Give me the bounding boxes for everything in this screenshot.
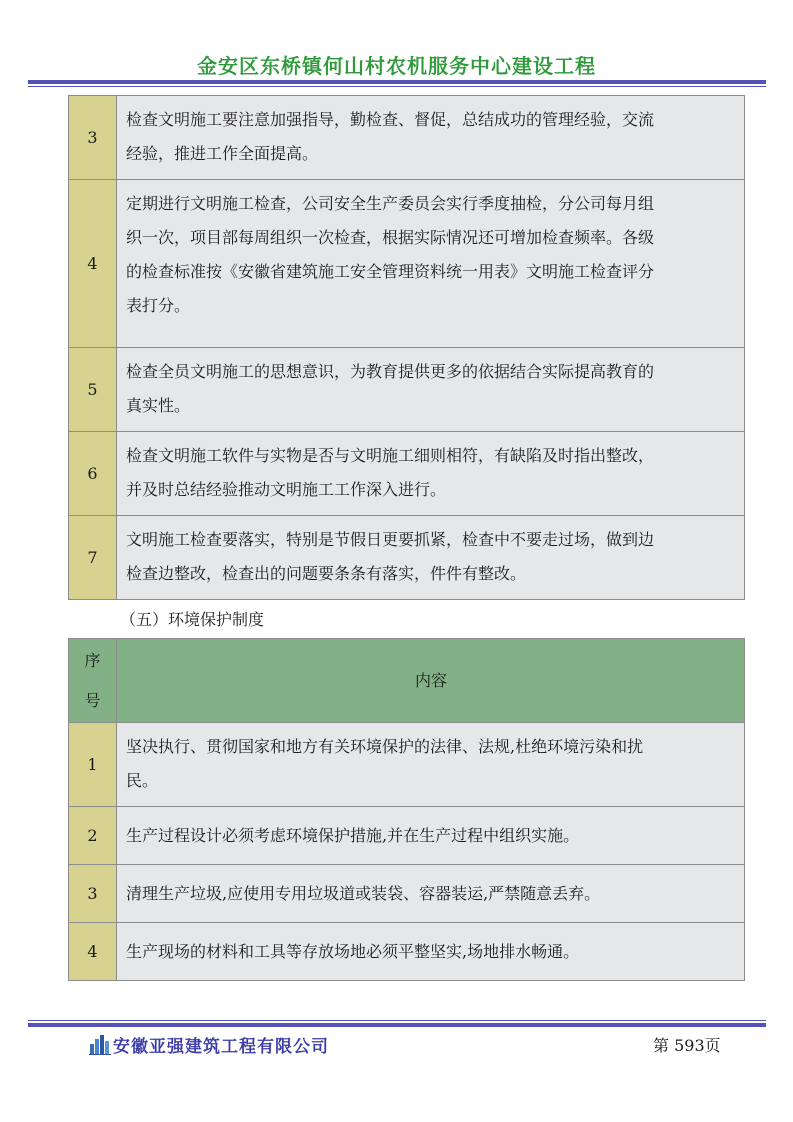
content-line: 文明施工检查要落实，特别是节假日更要抓紧，检查中不要走过场，做到边 [126, 530, 655, 549]
table-row [69, 807, 745, 865]
content-line: 并及时总结经验推动文明施工工作深入进行。 [126, 480, 447, 499]
row-content [117, 348, 745, 432]
content-line: 真实性。 [126, 396, 191, 415]
table-row [69, 723, 745, 807]
page-header-title: 金安区东桥镇何山村农机服务中心建设工程 [197, 54, 596, 78]
row-number: 7 [69, 516, 117, 600]
environment-protection-table [68, 638, 745, 981]
table-row [69, 432, 745, 516]
table-row [69, 923, 745, 981]
content-line: 检查边整改，检查出的问题要条条有落实，件件有整改。 [126, 564, 527, 583]
civilized-inspection-table [68, 95, 745, 600]
content-line: 检查全员文明施工的思想意识，为教育提供更多的依据结合实际提高教育的 [126, 362, 655, 381]
row-content [117, 432, 745, 516]
table-row [69, 865, 745, 923]
row-number: 4 [69, 923, 117, 981]
row-number: 6 [69, 432, 117, 516]
row-number: 1 [69, 723, 117, 807]
content-line: 经验，推进工作全面提高。 [126, 144, 319, 163]
header-num-line2: 号 [84, 690, 101, 710]
content-line: 民。 [126, 771, 159, 790]
row-number: 2 [69, 807, 117, 865]
content-line: 坚决执行、贯彻国家和地方有关环境保护的法律、法规,杜绝环境污染和扰 [126, 737, 644, 756]
footer-rule [28, 1020, 766, 1027]
content-line: 表打分。 [126, 296, 191, 315]
row-content [117, 923, 745, 981]
table-header-row [69, 639, 745, 723]
content-line: 检查文明施工软件与实物是否与文明施工细则相符，有缺陷及时指出整改， [126, 446, 655, 465]
table-row [69, 348, 745, 432]
row-content [117, 180, 745, 348]
table-row [69, 516, 745, 600]
row-number: 3 [69, 865, 117, 923]
header-num-cell [69, 639, 117, 723]
header-rule [28, 80, 766, 87]
page-number: 第 593页 [653, 1036, 721, 1055]
content-line: 定期进行文明施工检查，公司安全生产委员会实行季度抽检，分公司每月组 [126, 194, 655, 213]
row-number: 3 [69, 96, 117, 180]
footer-company [89, 1032, 329, 1057]
content-line: 的检查标准按《安徽省建筑施工安全管理资料统一用表》文明施工检查评分 [126, 262, 655, 281]
row-content [117, 723, 745, 807]
content-line: 清理生产垃圾,应使用专用垃圾道或装袋、容器装运,严禁随意丢弃。 [126, 883, 601, 903]
content-line: 生产现场的材料和工具等存放场地必须平整坚实,场地排水畅通。 [126, 941, 580, 961]
table-row [69, 96, 745, 180]
header-content-cell: 内容 [117, 639, 745, 723]
row-number: 4 [69, 180, 117, 348]
content-line: 生产过程设计必须考虑环境保护措施,并在生产过程中组织实施。 [126, 825, 580, 845]
header-num-line1: 序 [84, 650, 101, 670]
row-number: 5 [69, 348, 117, 432]
table-row [69, 180, 745, 348]
section-title: （五）环境保护制度 [120, 610, 265, 629]
building-logo-icon [89, 1035, 111, 1055]
company-name: 安徽亚强建筑工程有限公司 [113, 1037, 329, 1057]
row-content [117, 516, 745, 600]
content-line: 织一次，项目部每周组织一次检查，根据实际情况还可增加检查频率。各级 [126, 228, 655, 247]
row-content [117, 807, 745, 865]
row-content [117, 865, 745, 923]
content-line: 检查文明施工要注意加强指导，勤检查、督促，总结成功的管理经验，交流 [126, 110, 655, 129]
row-content [117, 96, 745, 180]
